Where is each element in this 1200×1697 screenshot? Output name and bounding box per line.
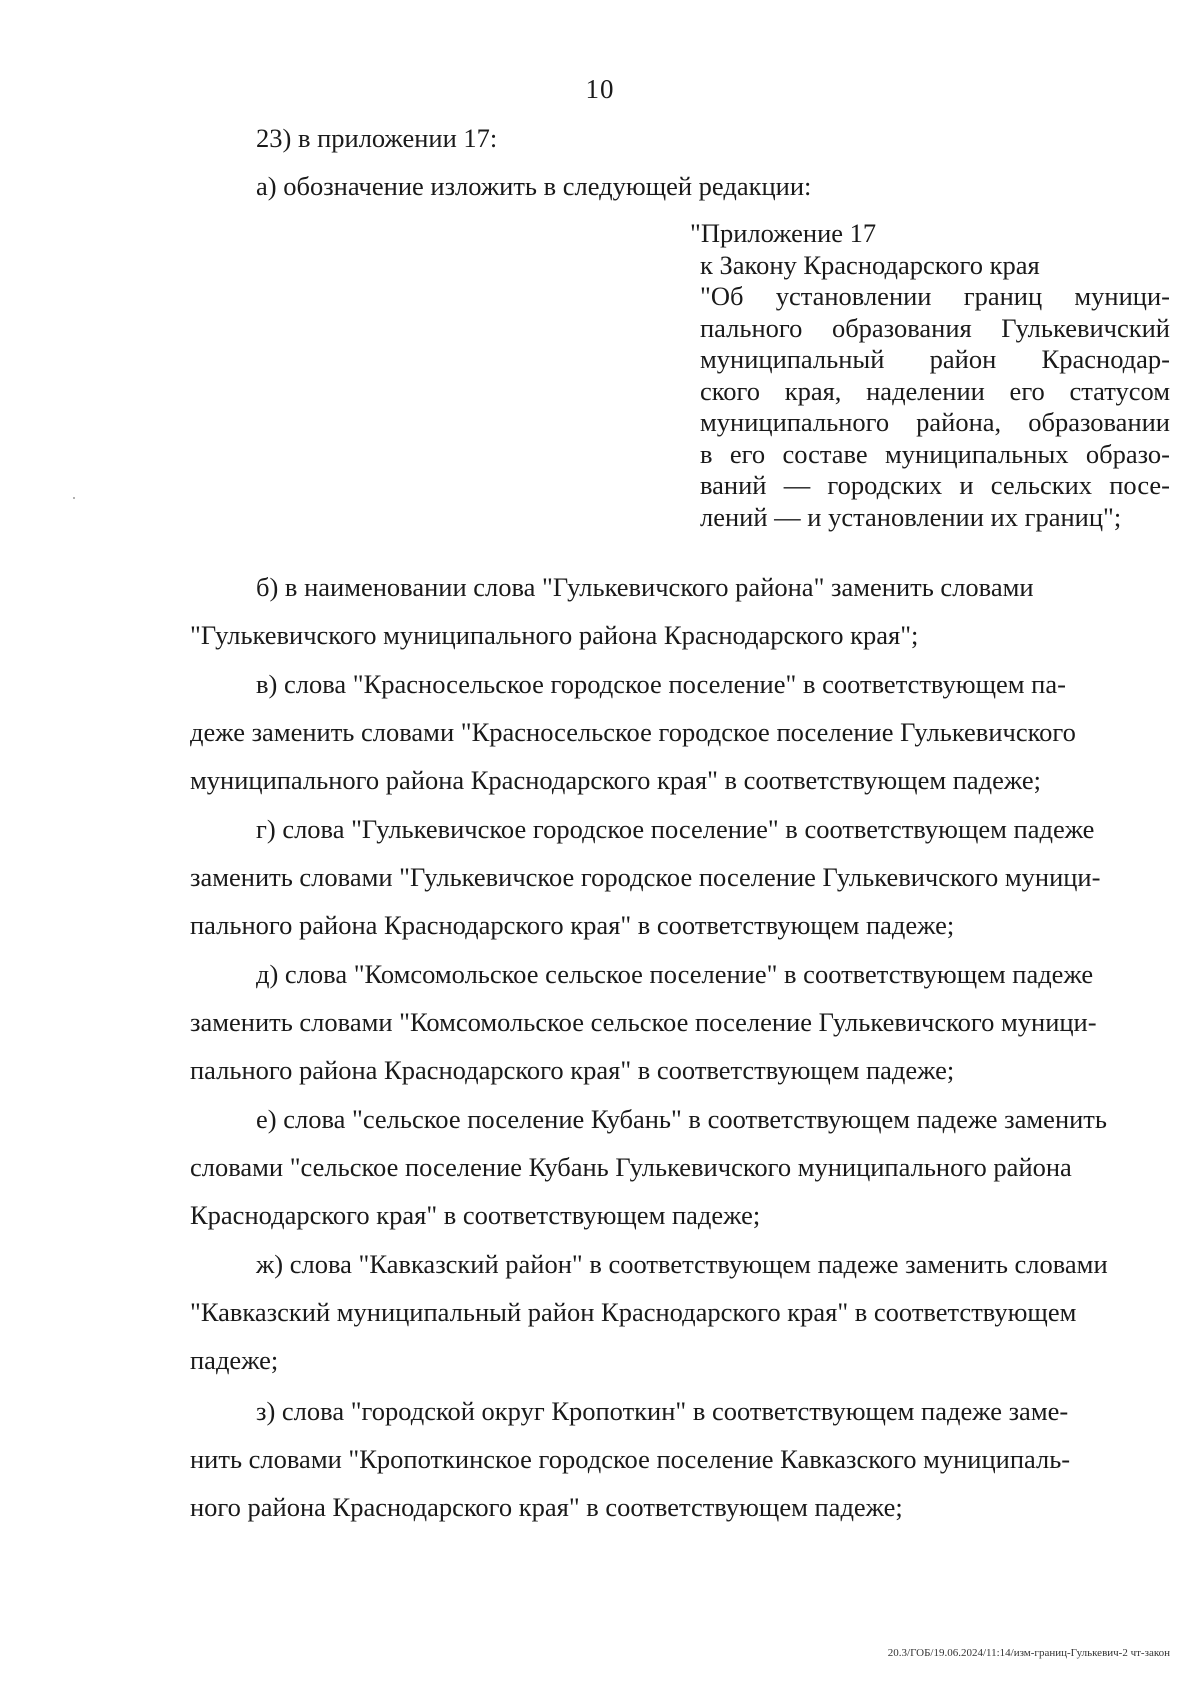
paragraph-b	[190, 563, 1170, 659]
paragraph-g	[190, 805, 1170, 949]
paragraph-line: нить словами "Кропоткинское городское поселение Кавказского муниципаль-	[190, 1444, 1071, 1474]
appendix-line: "Приложение 17	[690, 218, 877, 248]
appendix-line: ваний — городских и сельских посе-	[700, 470, 1170, 500]
paragraph-line: Краснодарского края" в соответствующем падеже;	[190, 1200, 761, 1230]
paragraph-line: пального района Краснодарского края" в соответствующем падеже;	[190, 910, 955, 940]
scan-speck	[73, 497, 75, 499]
paragraph-line: заменить словами "Комсомольское сельское поселение Гулькевичского муници-	[190, 1007, 1097, 1037]
appendix-line: пального образования Гулькевичский	[700, 312, 1170, 343]
paragraph-line: "Гулькевичского муниципального района Краснодарского края";	[190, 620, 919, 650]
paragraph-line: "Кавказский муниципальный район Краснодарского края" в соответствующем	[190, 1297, 1077, 1327]
appendix-line: лений — и установлении их границ";	[700, 501, 1122, 532]
appendix-line: ского края, наделении его статусом	[700, 375, 1170, 406]
paragraph-line: ного района Краснодарского края" в соответствующем падеже;	[190, 1492, 903, 1522]
paragraph-line: е) слова "сельское поселение Кубань" в соответствующем падеже заменить	[256, 1104, 1107, 1134]
paragraph-line: б) в наименовании слова "Гулькевичского района" заменить словами	[256, 572, 1034, 602]
paragraph-line: д) слова "Комсомольское сельское поселение" в соответствующем падеже	[256, 959, 1094, 989]
paragraph-line: в) слова "Красносельское городское поселение" в соответствующем па-	[256, 669, 1066, 699]
paragraph-line: падеже;	[190, 1345, 279, 1375]
intro-line: 23) в приложении 17:	[256, 123, 498, 153]
paragraph-line: з) слова "городской округ Кропоткин" в соответствующем падеже заме-	[256, 1396, 1069, 1426]
paragraph-line: г) слова "Гулькевичское городское поселение" в соответствующем падеже	[256, 814, 1095, 844]
paragraph-line: деже заменить словами "Красносельское городское поселение Гулькевичского	[190, 717, 1076, 747]
paragraph-line: ж) слова "Кавказский район" в соответствующем падеже заменить словами	[256, 1249, 1108, 1279]
paragraph-zh	[190, 1240, 1170, 1384]
paragraph-v	[190, 660, 1170, 804]
appendix-line: муниципального района, образовании	[700, 407, 1170, 437]
paragraph-line: словами "сельское поселение Кубань Гулькевичского муниципального района	[190, 1152, 1072, 1182]
page-number: 10	[585, 74, 615, 104]
item-a-line: а) обозначение изложить в следующей редакции:	[256, 171, 812, 201]
paragraph-line: пального района Краснодарского края" в соответствующем падеже;	[190, 1055, 955, 1085]
appendix-line: муниципальный район Краснодар-	[700, 344, 1170, 374]
footer-reference: 20.3/ГОБ/19.06.2024/11:14/изм-границ-Гулькевич-2 чт-закон	[887, 1647, 1170, 1659]
appendix-heading-block	[690, 218, 1170, 533]
paragraph-e	[190, 1095, 1170, 1239]
paragraph-line: муниципального района Краснодарского края" в соответствующем падеже;	[190, 765, 1042, 795]
appendix-line: в его составе муниципальных образо-	[700, 438, 1170, 469]
paragraph-z	[190, 1387, 1170, 1531]
paragraph-line: заменить словами "Гулькевичское городское поселение Гулькевичского муници-	[190, 862, 1101, 892]
appendix-line: к Закону Краснодарского края	[700, 249, 1040, 280]
paragraph-d	[190, 950, 1170, 1094]
appendix-line: "Об установлении границ муници-	[700, 281, 1170, 311]
